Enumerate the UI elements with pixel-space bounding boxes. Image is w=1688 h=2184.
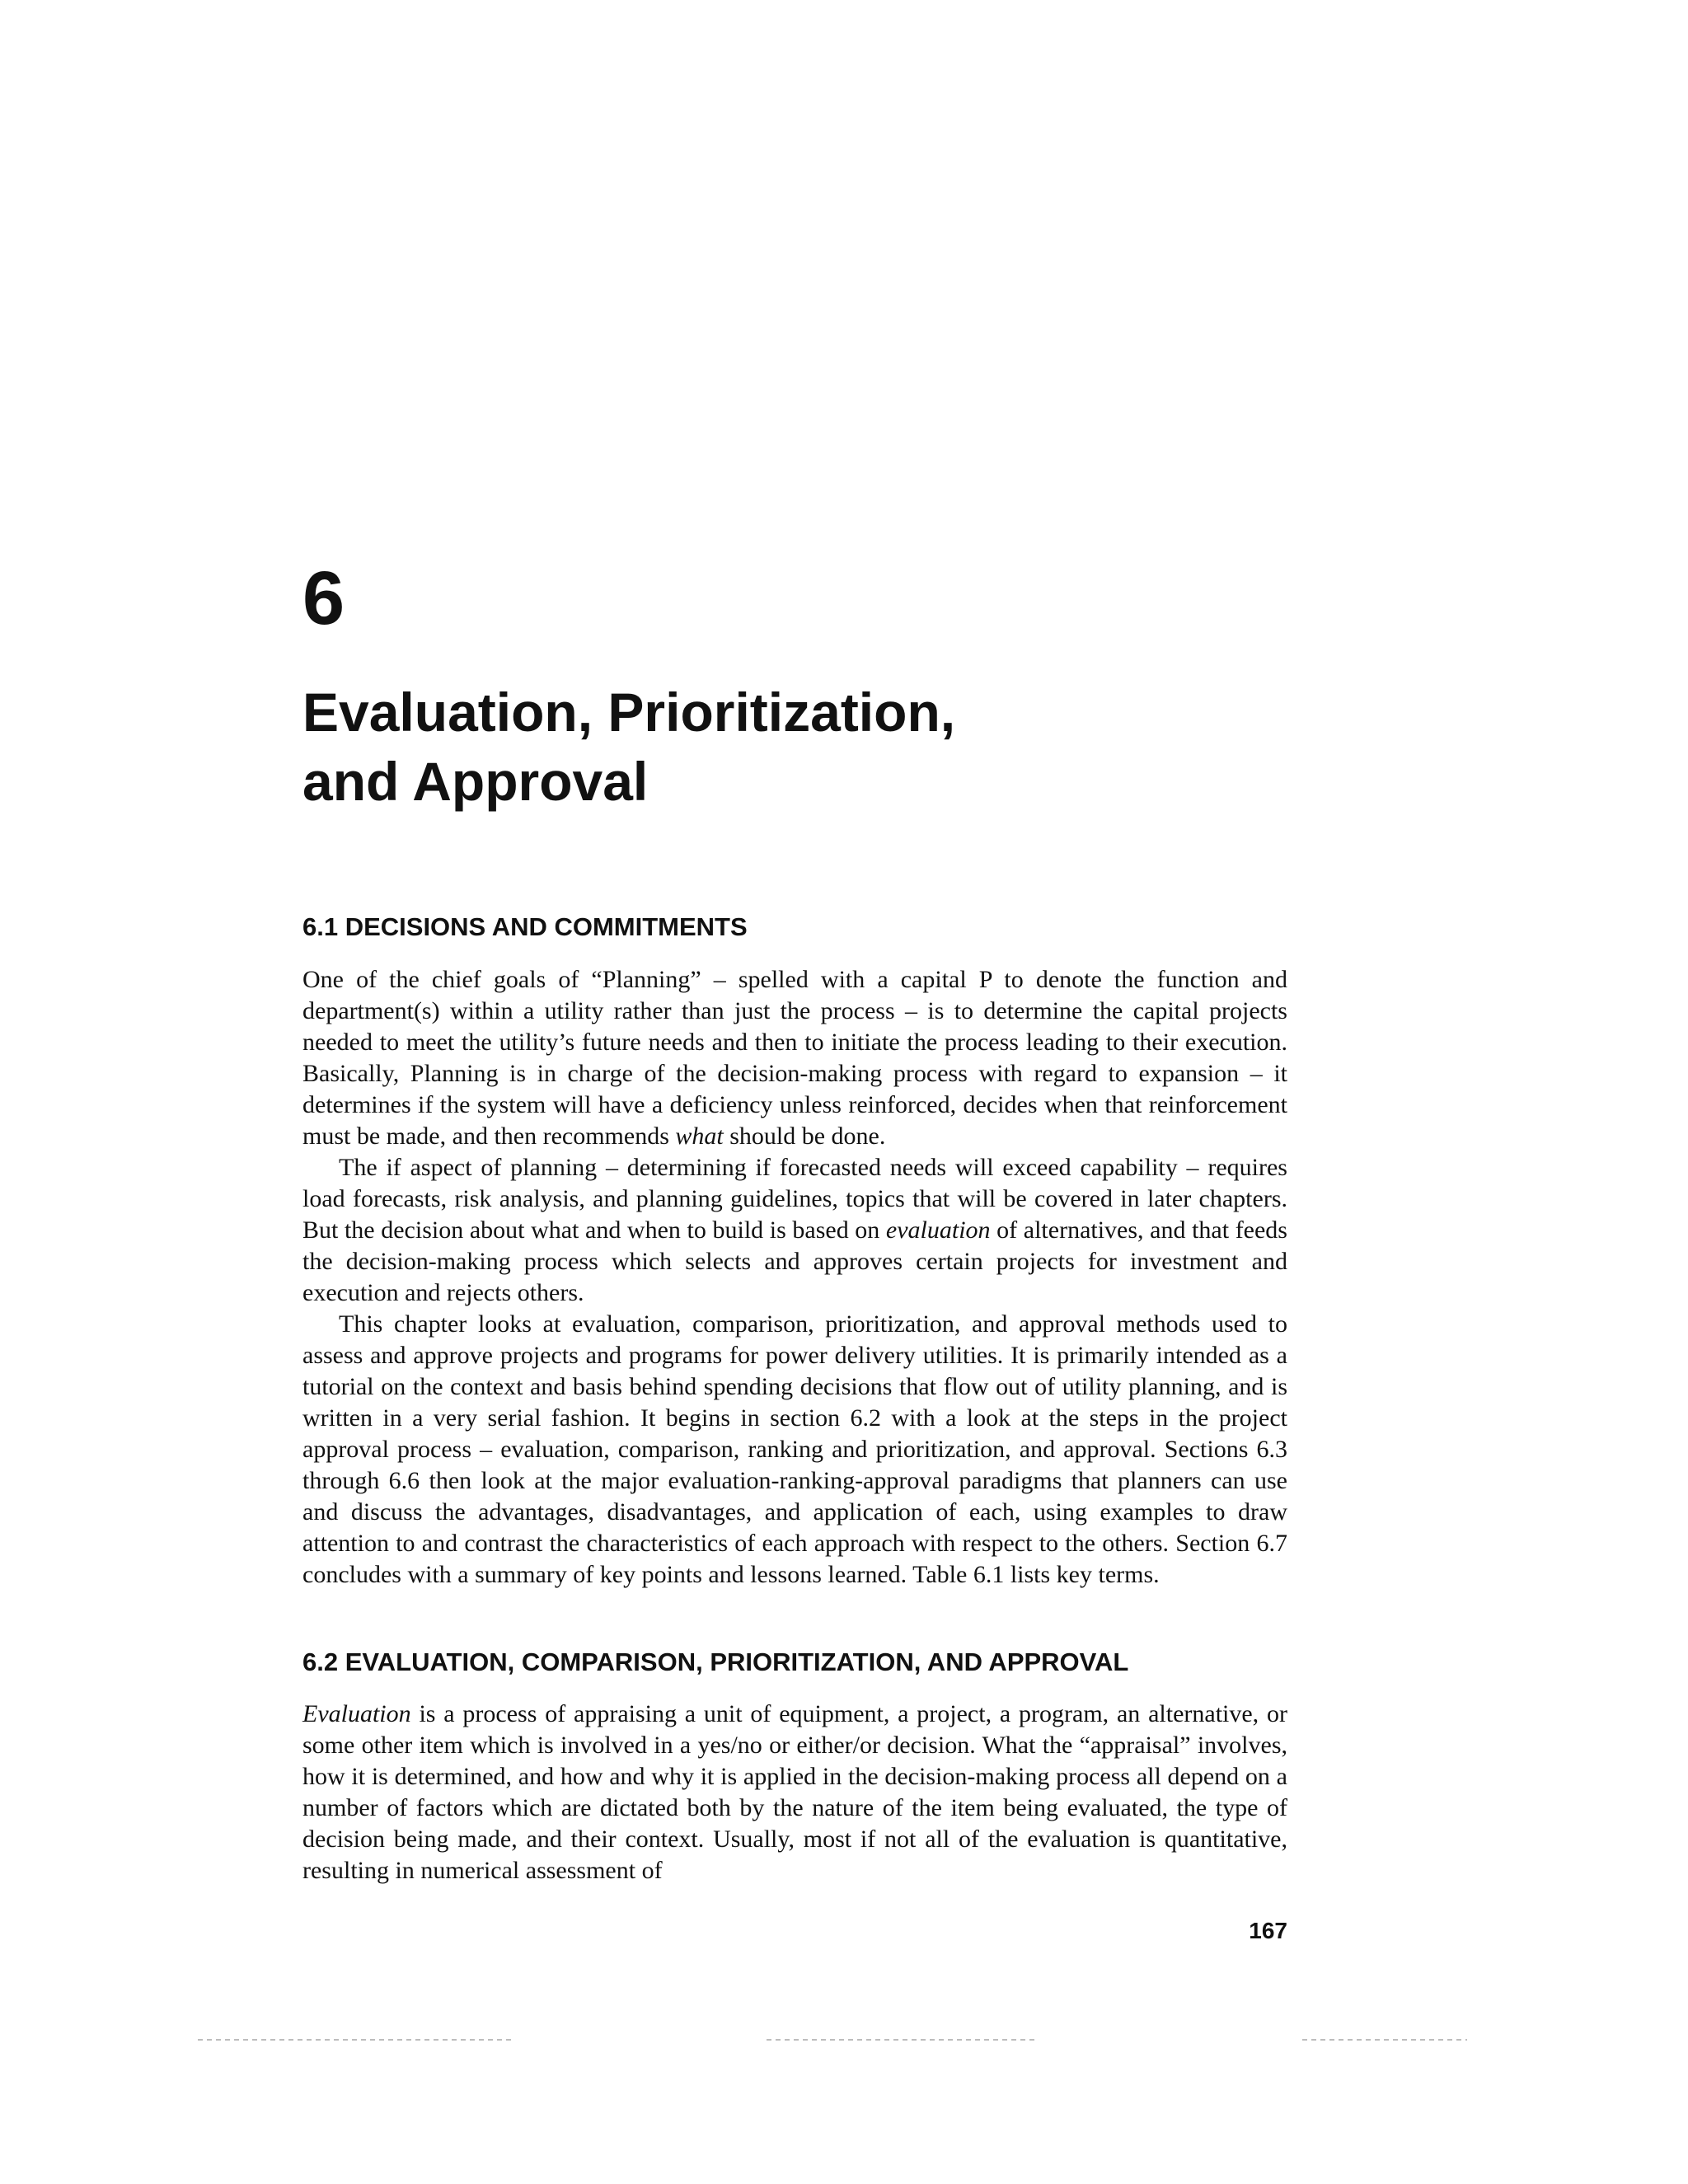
- section-heading-6-2: 6.2 EVALUATION, COMPARISON, PRIORITIZATION, AND APPROVAL: [302, 1647, 1129, 1676]
- paragraph-text: of alternatives, and that feeds the decision-making process which selects and approves certain projects for investment and execution and rejects others.: [302, 1216, 1287, 1306]
- scan-artifact-line: [198, 2039, 511, 2041]
- paragraph: [302, 1699, 1287, 1886]
- section-6-1-body: [302, 964, 1287, 1591]
- chapter-title-line-2: and Approval: [302, 751, 649, 812]
- chapter-number: 6: [302, 556, 345, 640]
- paragraph-text: is a process of appraising a unit of equipment, a project, a program, an alternative, or some other item which is involved in a yes/no or either/or decision. What the “appraisal” involves, how it is determined, and how and why it is applied in the decision-making process all depend on a number of factors which are dictated both by the nature of the item being evaluated, the type of decision being made, and their context. Usually, most if not all of the evaluation is quantitative, resulting in numerical assessment of: [302, 1700, 1287, 1884]
- scan-artifact-line: [767, 2039, 1039, 2041]
- paragraph-text: The if aspect of planning – determining if forecasted needs will exceed capability – requires load forecasts, risk analysis, and planning guidelines, topics that will be covered in later chapters. But the decision about what and when to build is based on: [302, 1154, 1287, 1244]
- paragraph-text: One of the chief goals of “Planning” – spelled with a capital P to denote the function and department(s) within a utility rather than just the process – is to determine the capital projects needed to meet the utility’s future needs and then to initiate the process leading to their execution. Basically, Planning is in charge of the decision-making process with regard to expansion – it determines if the system will have a deficiency unless reinforced, decides when that reinforcement must be made, and then recommends: [302, 966, 1287, 1150]
- emphasis-text: Evaluation: [302, 1700, 411, 1727]
- section-6-2-body: [302, 1699, 1287, 1886]
- chapter-title-line-1: Evaluation, Prioritization,: [302, 682, 956, 743]
- paragraph-text: should be done.: [723, 1122, 886, 1150]
- paragraph: [302, 964, 1287, 1152]
- chapter-title: [302, 677, 1374, 816]
- scan-artifact-line: [1302, 2039, 1467, 2041]
- paragraph-text: This chapter looks at evaluation, comparison, prioritization, and approval methods used to assess and approve projects and programs for power delivery utilities. It is primarily intended as a tutorial on the context and basis behind spending decisions that flow out of utility planning, and is written in a very serial fashion. It begins in section 6.2 with a look at the steps in the project approval process – evaluation, comparison, ranking and prioritization, and approval. Sections 6.3 through 6.6 then look at the major evaluation-ranking-approval paradigms that planners can use and discuss the advantages, disadvantages, and application of each, using examples to draw attention to and contrast the characteristics of each approach with respect to the others. Section 6.7 concludes with a summary of key points and lessons learned. Table 6.1 lists key terms.: [302, 1310, 1287, 1588]
- paragraph: [302, 1309, 1287, 1591]
- paragraph: [302, 1152, 1287, 1309]
- section-heading-6-1: 6.1 DECISIONS AND COMMITMENTS: [302, 912, 748, 941]
- emphasis-text: evaluation: [885, 1216, 991, 1244]
- emphasis-text: what: [675, 1122, 724, 1150]
- page-number: 167: [1249, 1918, 1287, 1943]
